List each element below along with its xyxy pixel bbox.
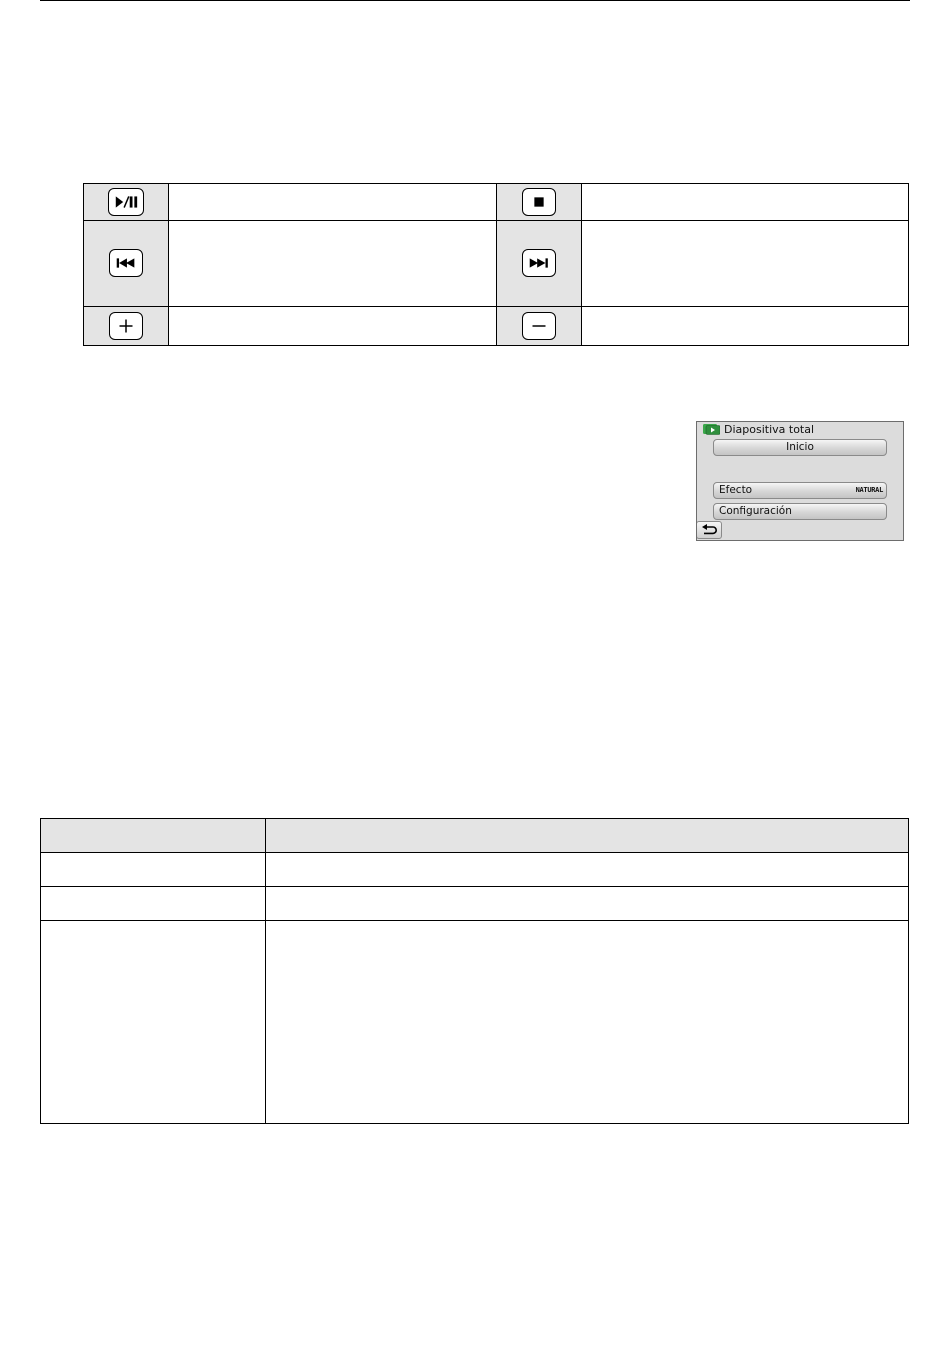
start-button[interactable]: Inicio — [713, 439, 887, 456]
menu-title: Diapositiva total — [724, 423, 815, 436]
back-arrow-icon — [701, 524, 718, 537]
skip-back-cell — [84, 221, 169, 307]
table-row-1-item — [41, 853, 266, 887]
skip-back-icon[interactable] — [109, 249, 143, 277]
effect-button[interactable] — [713, 482, 887, 499]
header-cell-item — [41, 819, 266, 853]
table-row-3-description — [266, 921, 909, 1124]
plus-description — [169, 306, 497, 345]
skip-forward-cell — [496, 221, 581, 307]
header-cell-description — [266, 819, 909, 853]
play-pause-cell — [84, 184, 169, 221]
stop-description — [581, 184, 909, 221]
stop-icon[interactable] — [522, 188, 556, 216]
effect-label: Efecto — [719, 484, 753, 496]
minus-icon[interactable] — [522, 312, 556, 340]
minus-cell — [496, 306, 581, 345]
table-row-2-item — [41, 887, 266, 921]
top-rule — [40, 0, 910, 1]
table-row-2-description — [266, 887, 909, 921]
play-pause-description — [169, 184, 497, 221]
slideshow-icon — [703, 424, 720, 435]
plus-icon[interactable] — [109, 312, 143, 340]
slideshow-menu-screen — [696, 421, 904, 541]
plus-cell — [84, 306, 169, 345]
stop-cell — [496, 184, 581, 221]
table-row-3-item — [41, 921, 266, 1124]
minus-description — [581, 306, 909, 345]
playback-controls-table — [83, 183, 909, 346]
play-pause-icon[interactable] — [108, 188, 144, 216]
table-row-1-description — [266, 853, 909, 887]
effect-value: NATURAL — [855, 486, 883, 494]
settings-table — [40, 818, 909, 1124]
configuration-button[interactable]: Configuración — [713, 503, 887, 520]
back-button[interactable] — [696, 521, 722, 539]
skip-forward-description — [581, 221, 909, 307]
skip-back-description — [169, 221, 497, 307]
skip-forward-icon[interactable] — [522, 249, 556, 277]
